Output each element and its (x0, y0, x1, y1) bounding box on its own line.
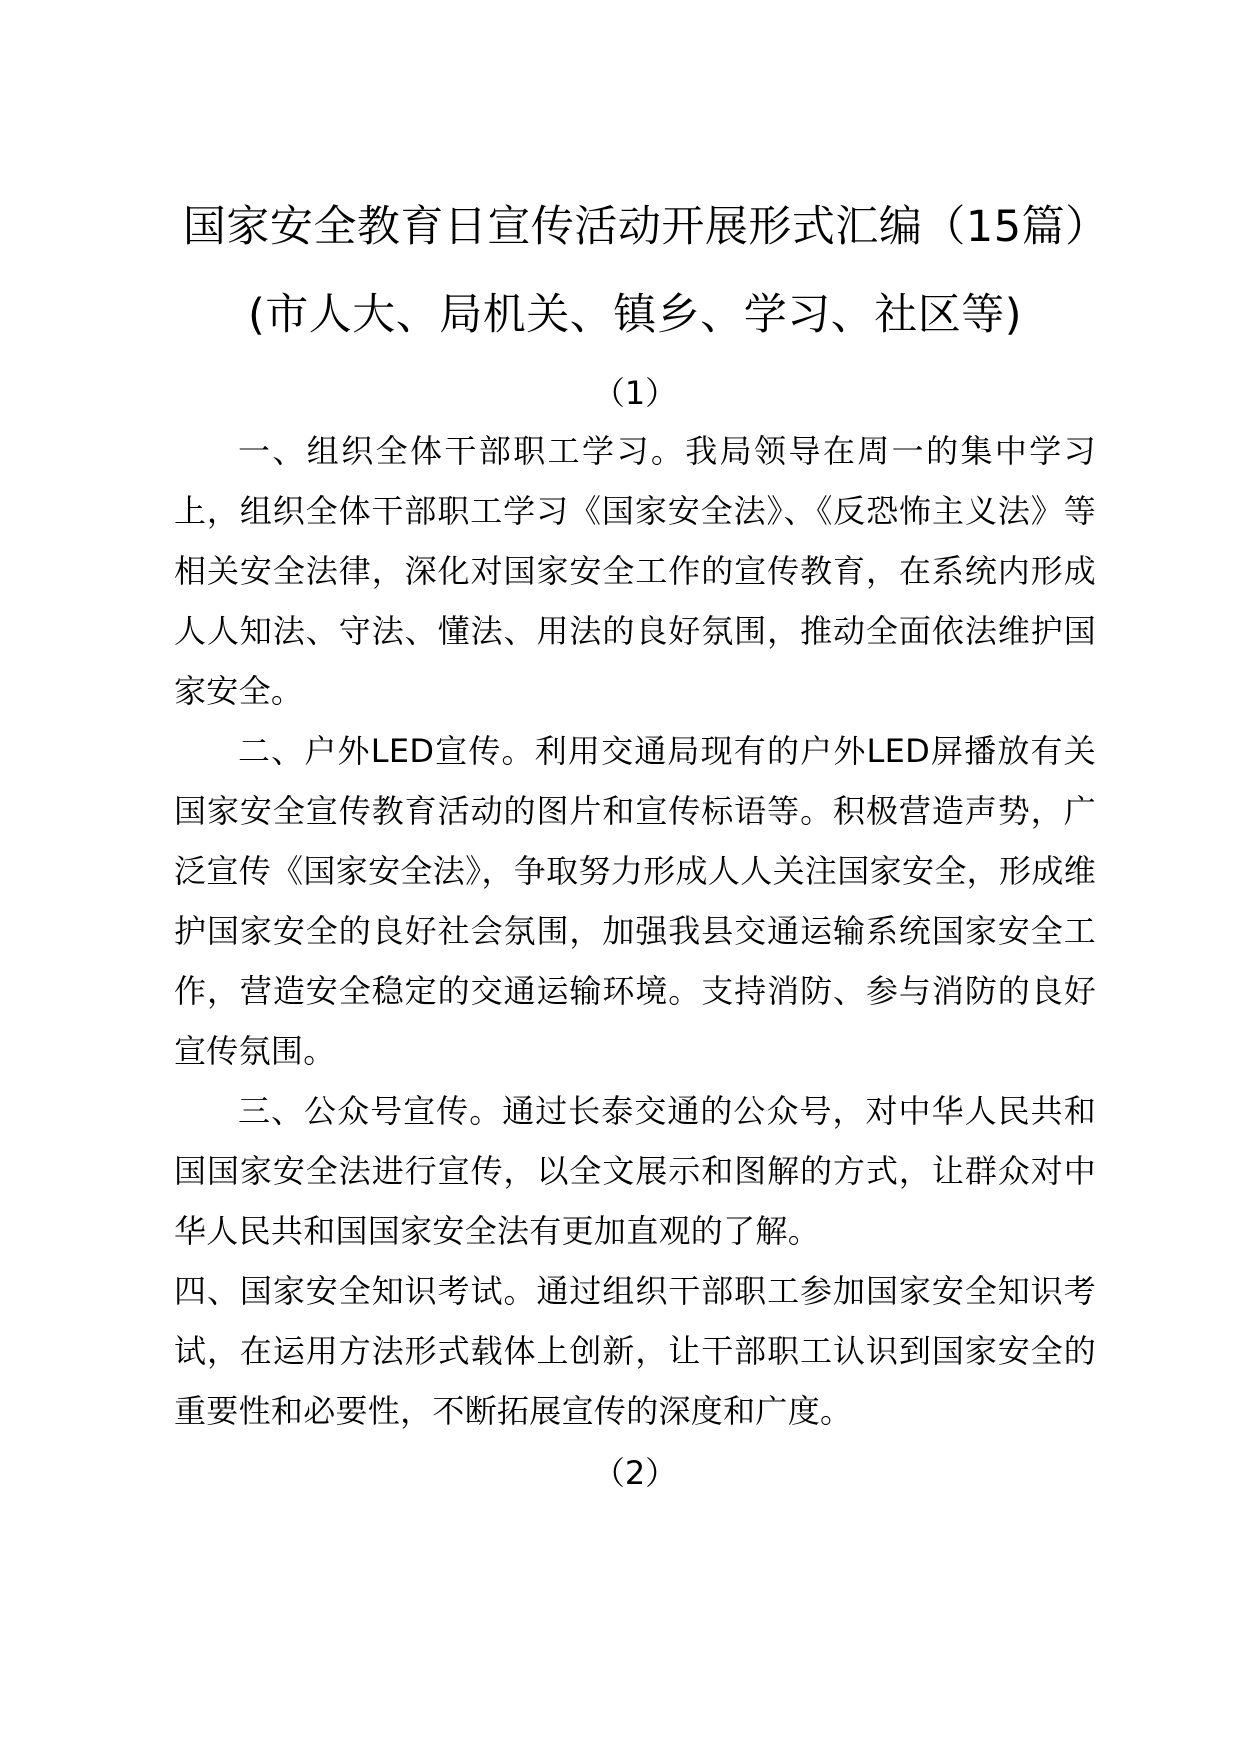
document-body (174, 183, 1096, 1501)
paragraph-3: 三、公众号宣传。通过长泰交通的公众号，对中华人民共和国国家安全法进行宣传，以全文展示和图解的方式，让群众对中华人民共和国国家安全法有更加直观的了解。 (174, 1092, 1096, 1250)
section-heading-2: （2） (592, 1454, 678, 1492)
paragraph-1: 一、组织全体干部职工学习。我局领导在周一的集中学习上，组织全体干部职工学习《国家安全法》、《反恐怖主义法》等相关安全法律，深化对国家安全工作的宣传教育，在系统内形成人人知法、守法、懂法、用法的良好氛围，推动全面依法维护国家安全。 (174, 432, 1096, 710)
paragraph-2: 二、户外LED宣传。利用交通局现有的户外LED屏播放有关国家安全宣传教育活动的图片和宣传标语等。积极营造声势，广泛宣传《国家安全法》，争取努力形成人人关注国家安全，形成维护国家安全的良好社会氛围，加强我县交通运输系统国家安全工作，营造安全稳定的交通运输环境。支持消防、参与消防的良好宣传氛围。 (174, 732, 1096, 1070)
document-title: 国家安全教育日宣传活动开展形式汇编（15篇）(市人大、局机关、镇乡、学习、社区等) (182, 202, 1088, 340)
section-heading-1: （1） (592, 374, 678, 412)
paragraph-4: 四、国家安全知识考试。通过组织干部职工参加国家安全知识考试，在运用方法形式载体上创新，让干部职工认识到国家安全的重要性和必要性，不断拓展宣传的深度和广度。 (174, 1272, 1096, 1430)
